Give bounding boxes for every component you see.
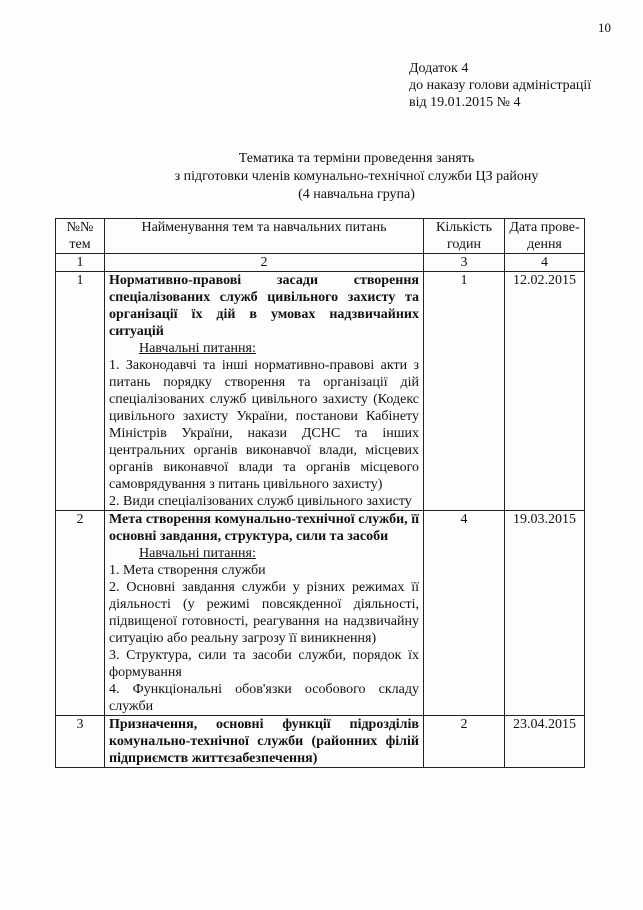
appendix-label: Додаток 4 [409, 61, 469, 76]
row-date: 19.03.2015 [505, 511, 585, 716]
header-num: №№ тем [56, 219, 105, 254]
index-cell: 3 [424, 254, 505, 272]
document-title [0, 150, 643, 204]
header-hours: Кількість годин [424, 219, 505, 254]
index-cell: 4 [505, 254, 585, 272]
header-date: Дата прове-дення [505, 219, 585, 254]
question-item: 2. Види спеціалізованих служб цивільного захисту [109, 494, 412, 509]
row-date: 23.04.2015 [505, 716, 585, 768]
title-line-1: Тематика та терміни проведення занять [238, 151, 475, 166]
row-hours: 2 [424, 716, 505, 768]
row-topic [105, 716, 424, 768]
topic-title: Нормативно-правові засади створення спеціалізованих служб цивільного захисту та організації їх дій в умовах надзвичайних ситуацій [109, 273, 419, 339]
question-item: 3. Структура, сили та засоби служби, порядок їх формування [109, 648, 419, 680]
page-number: 10 [598, 20, 611, 35]
index-cell: 1 [56, 254, 105, 272]
question-item: 4. Функціональні обов'язки особового складу служби [109, 682, 419, 714]
row-date: 12.02.2015 [505, 272, 585, 511]
sub-heading: Навчальні питання: [139, 546, 256, 561]
table-row [56, 511, 585, 716]
table-header-row [56, 219, 585, 254]
question-item: 2. Основні завдання служби у різних режимах її діяльності (у режимі повсякденної діяльності, підвищеної готовності, реагування на надзвичайну ситуацію або реальну загрозу її виникнення) [109, 580, 419, 646]
row-hours: 4 [424, 511, 505, 716]
row-num: 1 [56, 272, 105, 511]
row-num: 3 [56, 716, 105, 768]
table-row [56, 272, 585, 511]
topic-title: Призначення, основні функції підрозділів комунально-технічної служби (районних філій підприємств життєзабезпечення) [109, 717, 419, 766]
topic-title: Мета створення комунально-технічної служби, її основні завдання, структура, сили та засоби [109, 512, 419, 544]
sub-heading: Навчальні питання: [139, 341, 256, 356]
question-item: 1. Законодавчі та інші нормативно-правові акти з питань порядку створення та організації дій спеціалізованих служб цивільного захисту (Кодекс цивільного захисту України, постанови Кабінету Міністрів України, накази ДСНС та інших центральних органів виконавчої влади, місцевих органів виконавчої влади та органів місцевого самоврядування з питань цивільного захисту) [109, 358, 419, 492]
title-line-3: (4 навчальна група) [298, 187, 415, 202]
row-num: 2 [56, 511, 105, 716]
row-topic [105, 272, 424, 511]
schedule-table [55, 218, 585, 768]
header-topic: Найменування тем та навчальних питань [105, 219, 424, 254]
question-item: 1. Мета створення служби [109, 563, 266, 578]
appendix-order: до наказу голови адміністрації [409, 78, 592, 93]
table-row [56, 716, 585, 768]
table-index-row [56, 254, 585, 272]
appendix-block [409, 60, 591, 111]
row-hours: 1 [424, 272, 505, 511]
appendix-date: від 19.01.2015 № 4 [409, 95, 521, 110]
title-line-2: з підготовки членів комунально-технічної служби ЦЗ району [174, 169, 539, 184]
row-topic [105, 511, 424, 716]
index-cell: 2 [105, 254, 424, 272]
